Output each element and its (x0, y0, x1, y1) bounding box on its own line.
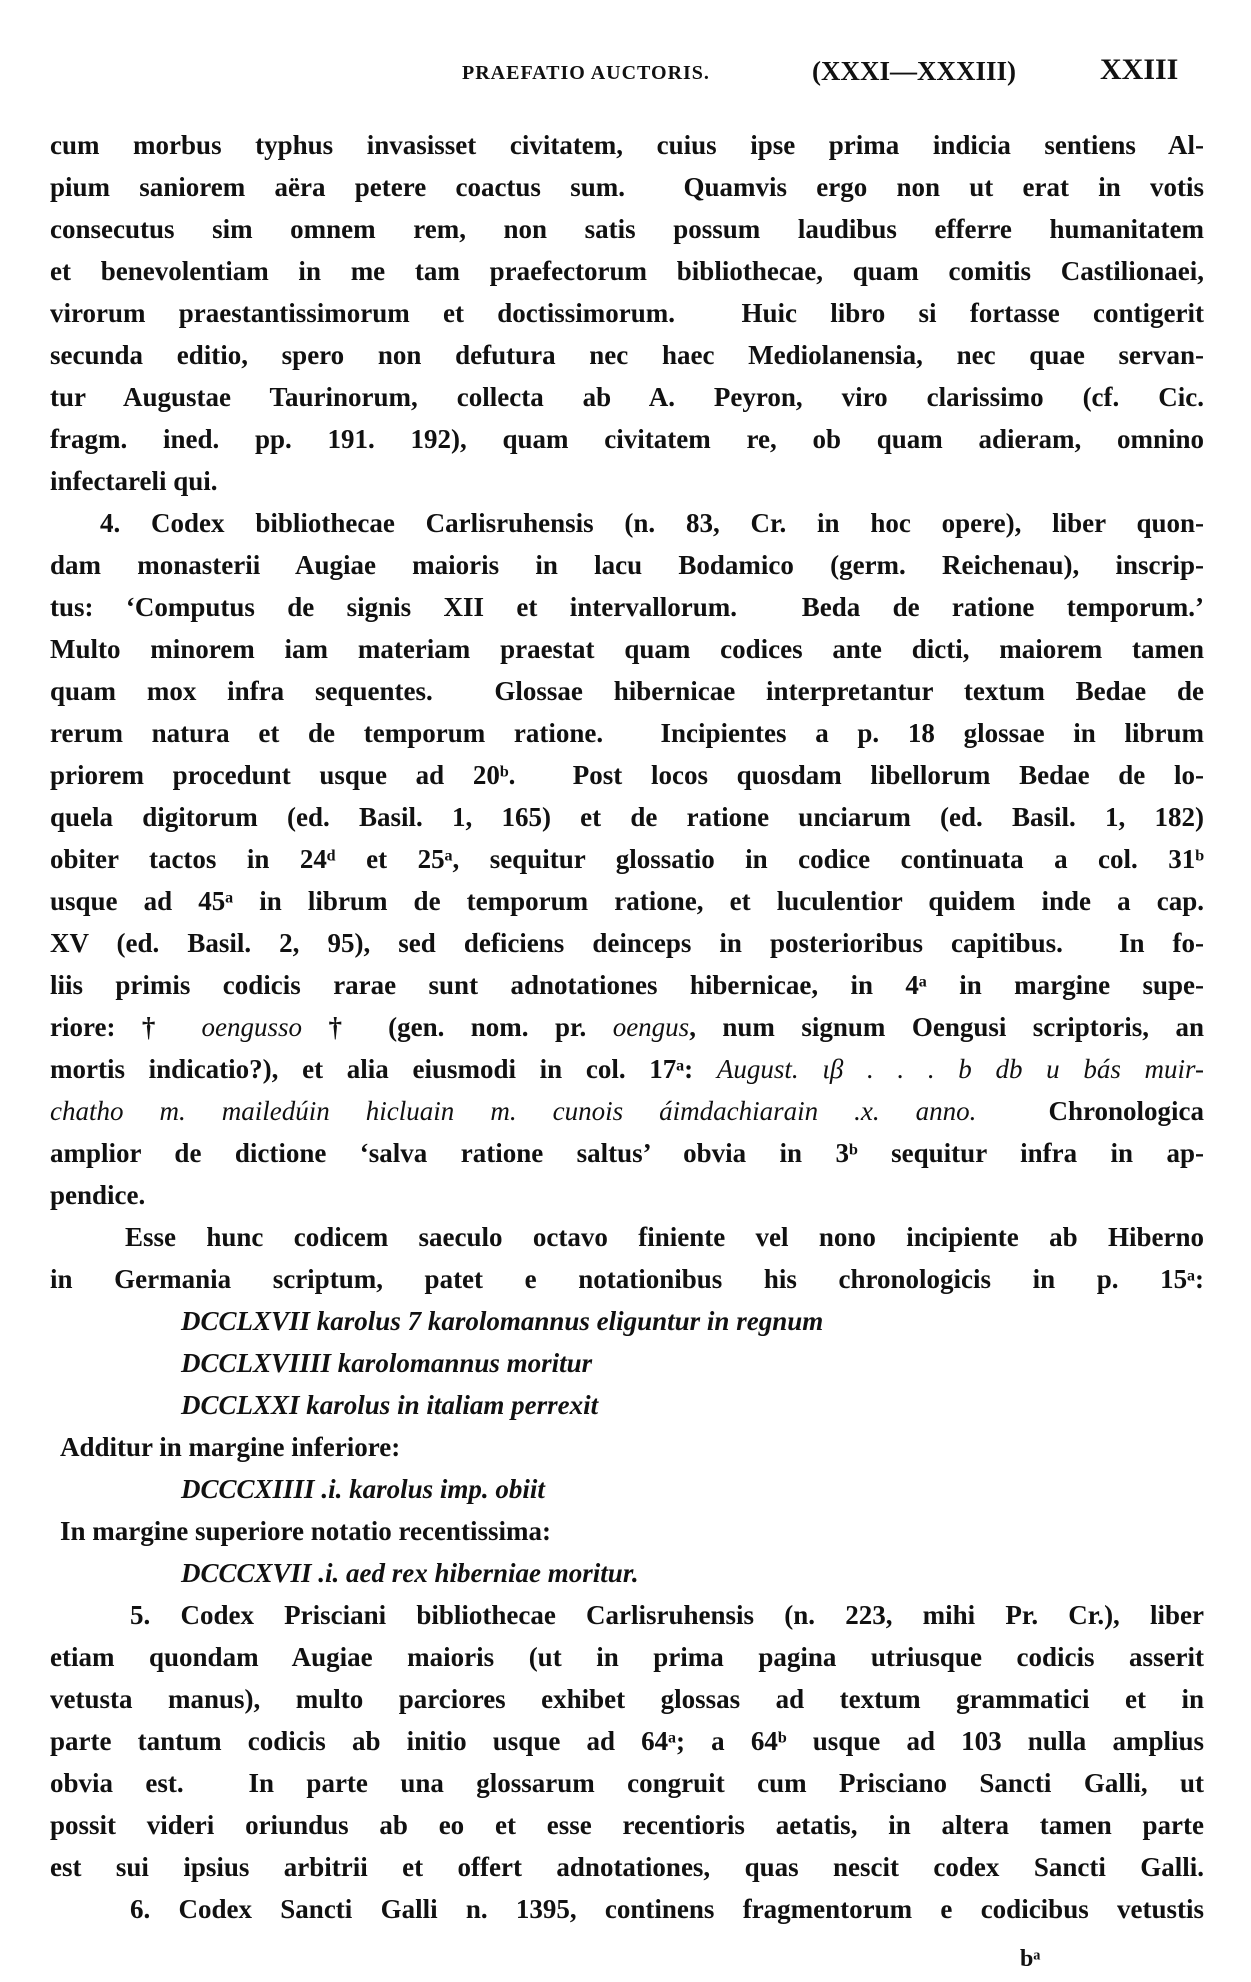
text-segment: 5. Codex Prisciani bibliothecae Carlisruhensis (n. 223, mihi Pr. Cr.), liber (130, 1600, 1204, 1630)
text-line (50, 1300, 1204, 1342)
text-line (50, 838, 1204, 880)
text-line (50, 1384, 1204, 1426)
text-line (50, 124, 1204, 166)
text-segment: obvia est. In parte una glossarum congruit cum Prisciano Sancti Galli, ut (50, 1768, 1204, 1798)
text-segment: Esse hunc codicem saeculo octavo finiente vel nono incipiente ab Hiberno (125, 1222, 1204, 1252)
text-line (50, 1216, 1204, 1258)
text-segment: secunda editio, spero non defutura nec haec Mediolanensia, nec quae servan- (50, 340, 1204, 370)
text-line (50, 880, 1204, 922)
text-segment: infectareli qui. (50, 466, 218, 496)
text-segment: usque ad 45ᵃ in librum de temporum ratione, et luculentior quidem inde a cap. (50, 886, 1204, 916)
text-segment: virorum praestantissimorum et doctissimorum. Huic libro si fortasse contigerit (50, 298, 1204, 328)
text-line (50, 292, 1204, 334)
text-segment: DCCLXVIIII karolomannus moritur (181, 1348, 593, 1378)
text-line (50, 1804, 1204, 1846)
text-segment: tur Augustae Taurinorum, collecta ab A. Peyron, viro clarissimo (cf. Cic. (50, 382, 1204, 412)
text-line (50, 1720, 1204, 1762)
text-segment: pendice. (50, 1180, 146, 1210)
text-segment: in Germania scriptum, patet e notationibus his chronologicis in p. 15ᵃ: (50, 1264, 1204, 1294)
text-line (50, 754, 1204, 796)
text-line (50, 1048, 1204, 1090)
text-segment: DCCCXVII .i. aed rex hiberniae moritur. (181, 1558, 639, 1588)
text-segment: pium saniorem aëra petere coactus sum. Quamvis ergo non ut erat in votis (50, 172, 1204, 202)
text-segment: riore: † (50, 1012, 202, 1042)
text-line (50, 460, 1204, 502)
text-segment: Chronologica (976, 1096, 1204, 1126)
text-line (50, 376, 1204, 418)
text-segment: DCCLXVII karolus 7 karolomannus eliguntur in regnum (181, 1306, 824, 1336)
text-segment: cum morbus typhus invasisset civitatem, cuius ipse prima indicia sentiens Al- (50, 130, 1204, 160)
text-segment: possit videri oriundus ab eo et esse recentioris aetatis, in altera tamen parte (50, 1810, 1204, 1840)
text-line (50, 502, 1204, 544)
text-line (50, 1090, 1204, 1132)
text-segment: 6. Codex Sancti Galli n. 1395, continens fragmentorum e codicibus vetustis (130, 1894, 1204, 1924)
text-segment: rerum natura et de temporum ratione. Incipientes a p. 18 glossae in librum (50, 718, 1204, 748)
text-segment: In margine superiore notatio recentissima: (60, 1516, 551, 1546)
text-line (50, 544, 1204, 586)
text-segment: 4. Codex bibliothecae Carlisruhensis (n. 83, Cr. in hoc opere), liber quon- (100, 508, 1204, 538)
text-line (50, 1678, 1204, 1720)
text-line (50, 1468, 1204, 1510)
text-segment: quela digitorum (ed. Basil. 1, 165) et de ratione unciarum (ed. Basil. 1, 182) (50, 802, 1204, 832)
text-segment: est sui ipsius arbitrii et offert adnotationes, quas nescit codex Sancti Galli. (50, 1852, 1204, 1882)
text-segment: quam mox infra sequentes. Glossae hibernicae interpretantur textum Bedae de (50, 676, 1204, 706)
text-segment: liis primis codicis rarae sunt adnotationes hibernicae, in 4ᵃ in margine supe- (50, 970, 1204, 1000)
text-segment: consecutus sim omnem rem, non satis possum laudibus efferre humanitatem (50, 214, 1204, 244)
text-segment: et benevolentiam in me tam praefectorum bibliothecae, quam comitis Castilionaei, (50, 256, 1204, 286)
text-segment: XV (ed. Basil. 2, 95), sed deficiens deinceps in posterioribus capitibus. In fo- (50, 928, 1204, 958)
text-line (50, 166, 1204, 208)
italic-text-segment: chatho m. mailedúin hicluain m. cunois áimdachiarain .x. anno. (50, 1096, 977, 1126)
text-line (50, 1594, 1204, 1636)
text-line (50, 712, 1204, 754)
text-line (50, 1888, 1204, 1930)
italic-text-segment: oengusso (201, 1012, 303, 1042)
text-segment: parte tantum codicis ab initio usque ad 64ᵃ; a 64ᵇ usque ad 103 nulla amplius (50, 1726, 1204, 1756)
text-segment: priorem procedunt usque ad 20ᵇ. Post locos quosdam libellorum Bedae de lo- (50, 760, 1204, 790)
text-segment: Additur in margine inferiore: (60, 1432, 401, 1462)
text-line (50, 1132, 1204, 1174)
cut-off-next-line-fragment: bᵃ (1020, 1946, 1041, 1972)
text-segment: DCCLXXI karolus in italiam perrexit (181, 1390, 599, 1420)
page-number: XXIII (1100, 53, 1179, 86)
text-segment: DCCCXIIII .i. karolus imp. obiit (181, 1474, 545, 1504)
text-segment: obiter tactos in 24ᵈ et 25ᵃ, sequitur glossatio in codice continuata a col. 31ᵇ (50, 844, 1204, 874)
text-line (50, 628, 1204, 670)
text-line (50, 964, 1204, 1006)
running-header-title: PRAEFATIO AUCTORIS. (462, 62, 710, 84)
text-segment: etiam quondam Augiae maioris (ut in prima pagina utriusque codicis asserit (50, 1642, 1204, 1672)
text-line (50, 922, 1204, 964)
text-line (50, 670, 1204, 712)
text-line (50, 1426, 1204, 1468)
text-line (50, 1552, 1204, 1594)
text-segment: Multo minorem iam materiam praestat quam codices ante dicti, maiorem tamen (50, 634, 1204, 664)
italic-text-segment: August. ιβ . . . b db u bás muir- (716, 1054, 1204, 1084)
text-segment: fragm. ined. pp. 191. 192), quam civitatem re, ob quam adieram, omnino (50, 424, 1204, 454)
text-segment: amplior de dictione ‘salva ratione saltus’ obvia in 3ᵇ sequitur infra in ap- (50, 1138, 1204, 1168)
italic-text-segment: oengus (612, 1012, 690, 1042)
text-segment: † (gen. nom. pr. (302, 1012, 613, 1042)
text-line (50, 250, 1204, 292)
text-line (50, 1342, 1204, 1384)
text-line (50, 1636, 1204, 1678)
text-segment: mortis indicatio?), et alia eiusmodi in col. 17ᵃ: (50, 1054, 717, 1084)
text-line (50, 796, 1204, 838)
running-header-range: (XXXI—XXXIII) (812, 56, 1017, 86)
text-line (50, 1174, 1204, 1216)
text-line (50, 1762, 1204, 1804)
text-line (50, 1846, 1204, 1888)
text-line (50, 1006, 1204, 1048)
text-line (50, 1258, 1204, 1300)
text-line (50, 1510, 1204, 1552)
text-segment: , num signum Oengusi scriptoris, an (689, 1012, 1204, 1042)
text-segment: tus: ‘Computus de signis XII et intervallorum. Beda de ratione temporum.’ (50, 592, 1204, 622)
body-text (50, 124, 1204, 1930)
text-line (50, 334, 1204, 376)
text-line (50, 208, 1204, 250)
text-line (50, 586, 1204, 628)
text-line (50, 418, 1204, 460)
text-segment: dam monasterii Augiae maioris in lacu Bodamico (germ. Reichenau), inscrip- (50, 550, 1204, 580)
text-segment: vetusta manus), multo parciores exhibet glossas ad textum grammatici et in (50, 1684, 1204, 1714)
